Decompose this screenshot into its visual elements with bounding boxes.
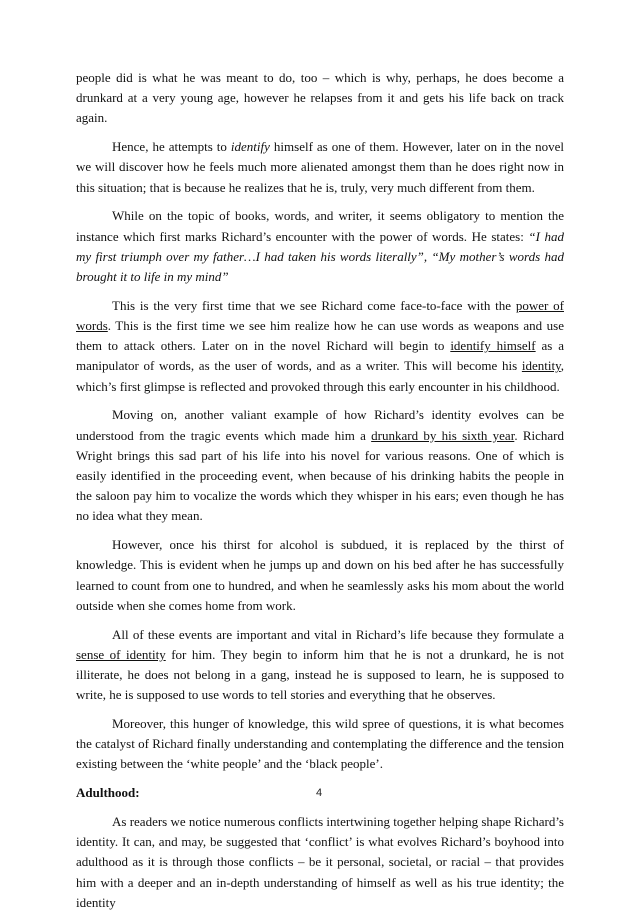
text-run: As readers we notice numerous conflicts intertwining together helping shape Richard’s identity. It can, and may, be suggested that ‘conflict’ is what evolves Richard’s boyhood into adulthood as it is through those conflicts – be it personal, societal, or racial – that provides him with a deeper and an in-depth understanding of himself as well as his true identity; the identity [76, 814, 564, 910]
text-run: All of these events are important and vital in Richard’s life because they formulate a [112, 626, 564, 642]
underlined-text: drunkard by his sixth year [371, 427, 515, 443]
underlined-text: identify himself [450, 338, 536, 354]
paragraph [76, 714, 564, 775]
paragraph [76, 137, 564, 198]
italic-text: identify [230, 139, 270, 155]
text-run: people did is what he was meant to do, too – which is why, perhaps, he does become a drunkard at a very young age, however he relapses from it and gets his life back on track again. [76, 70, 564, 126]
paragraph [76, 625, 564, 706]
paragraph [76, 812, 564, 913]
text-run: as a manipulator of words, as the user of words, and as a writer. This will become his [76, 338, 564, 374]
text-run: . Richard Wright brings this sad part of his life into his novel for various reasons. One of which is easily identified in the proceeding event, when because of his drinking habits the people in the saloon pay him to vocalize the words which they whisper in his ears; even though he has no idea what they mean. [76, 427, 564, 524]
text-run: himself as one of them. However, later on in the novel we will discover how he feels much more alienated amongst them than he does right now in this situation; that is because he realizes that he is, truly, very much different from them. [76, 139, 564, 195]
italic-quote: “I had my first triumph over my father…I had taken his words literally”, “My mother’s words had brought it to life in my mind” [76, 228, 565, 285]
paragraph [76, 206, 564, 287]
text-run: Moreover, this hunger of knowledge, this wild spree of questions, it is what becomes the catalyst of Richard finally understanding and contemplating the difference and the tension existing between the ‘white people’ and the ‘black people’. [76, 716, 564, 772]
text-run: Moving on, another valiant example of how Richard’s identity evolves can be understood from the tragic events which made him a [76, 407, 564, 443]
underlined-text: power of words [76, 297, 564, 334]
page-number: 4 [315, 787, 323, 799]
text-run: While on the topic of books, words, and writer, it seems obligatory to mention the instance which first marks Richard’s encounter with the power of words. He states: [76, 208, 564, 244]
text-run: This is the very first time that we see Richard come face-to-face with the [112, 297, 516, 313]
text-run: Hence, he attempts to [112, 139, 231, 155]
text-run: However, once his thirst for alcohol is subdued, it is replaced by the thirst of knowledge. This is evident when he jumps up and down on his bed after he has successfully learned to count from one to hundred, and when he seamlessly asks his mom about the world outside when she comes home from work. [76, 537, 564, 613]
underlined-text: sense of identity [76, 646, 166, 662]
heading-text: Adulthood: [76, 785, 140, 801]
paragraph [76, 296, 564, 397]
paragraph [76, 68, 564, 129]
paragraph [76, 535, 564, 616]
text-run: . This is the first time we see him realize how he can use words as weapons and use them to attack others. Later on in the novel Richard will begin to [76, 318, 564, 354]
text-run: for him. They begin to inform him that he is not a drunkard, he is not illiterate, he does not belong in a gang, instead he is supposed to learn, he is supposed to write, he is supposed to use words to tell stories and everything that he observes. [76, 646, 564, 703]
text-run: , which’s first glimpse is reflected and provoked through this early encounter in his childhood. [76, 358, 564, 394]
underlined-text: identity [521, 358, 561, 374]
paragraph [76, 405, 564, 526]
